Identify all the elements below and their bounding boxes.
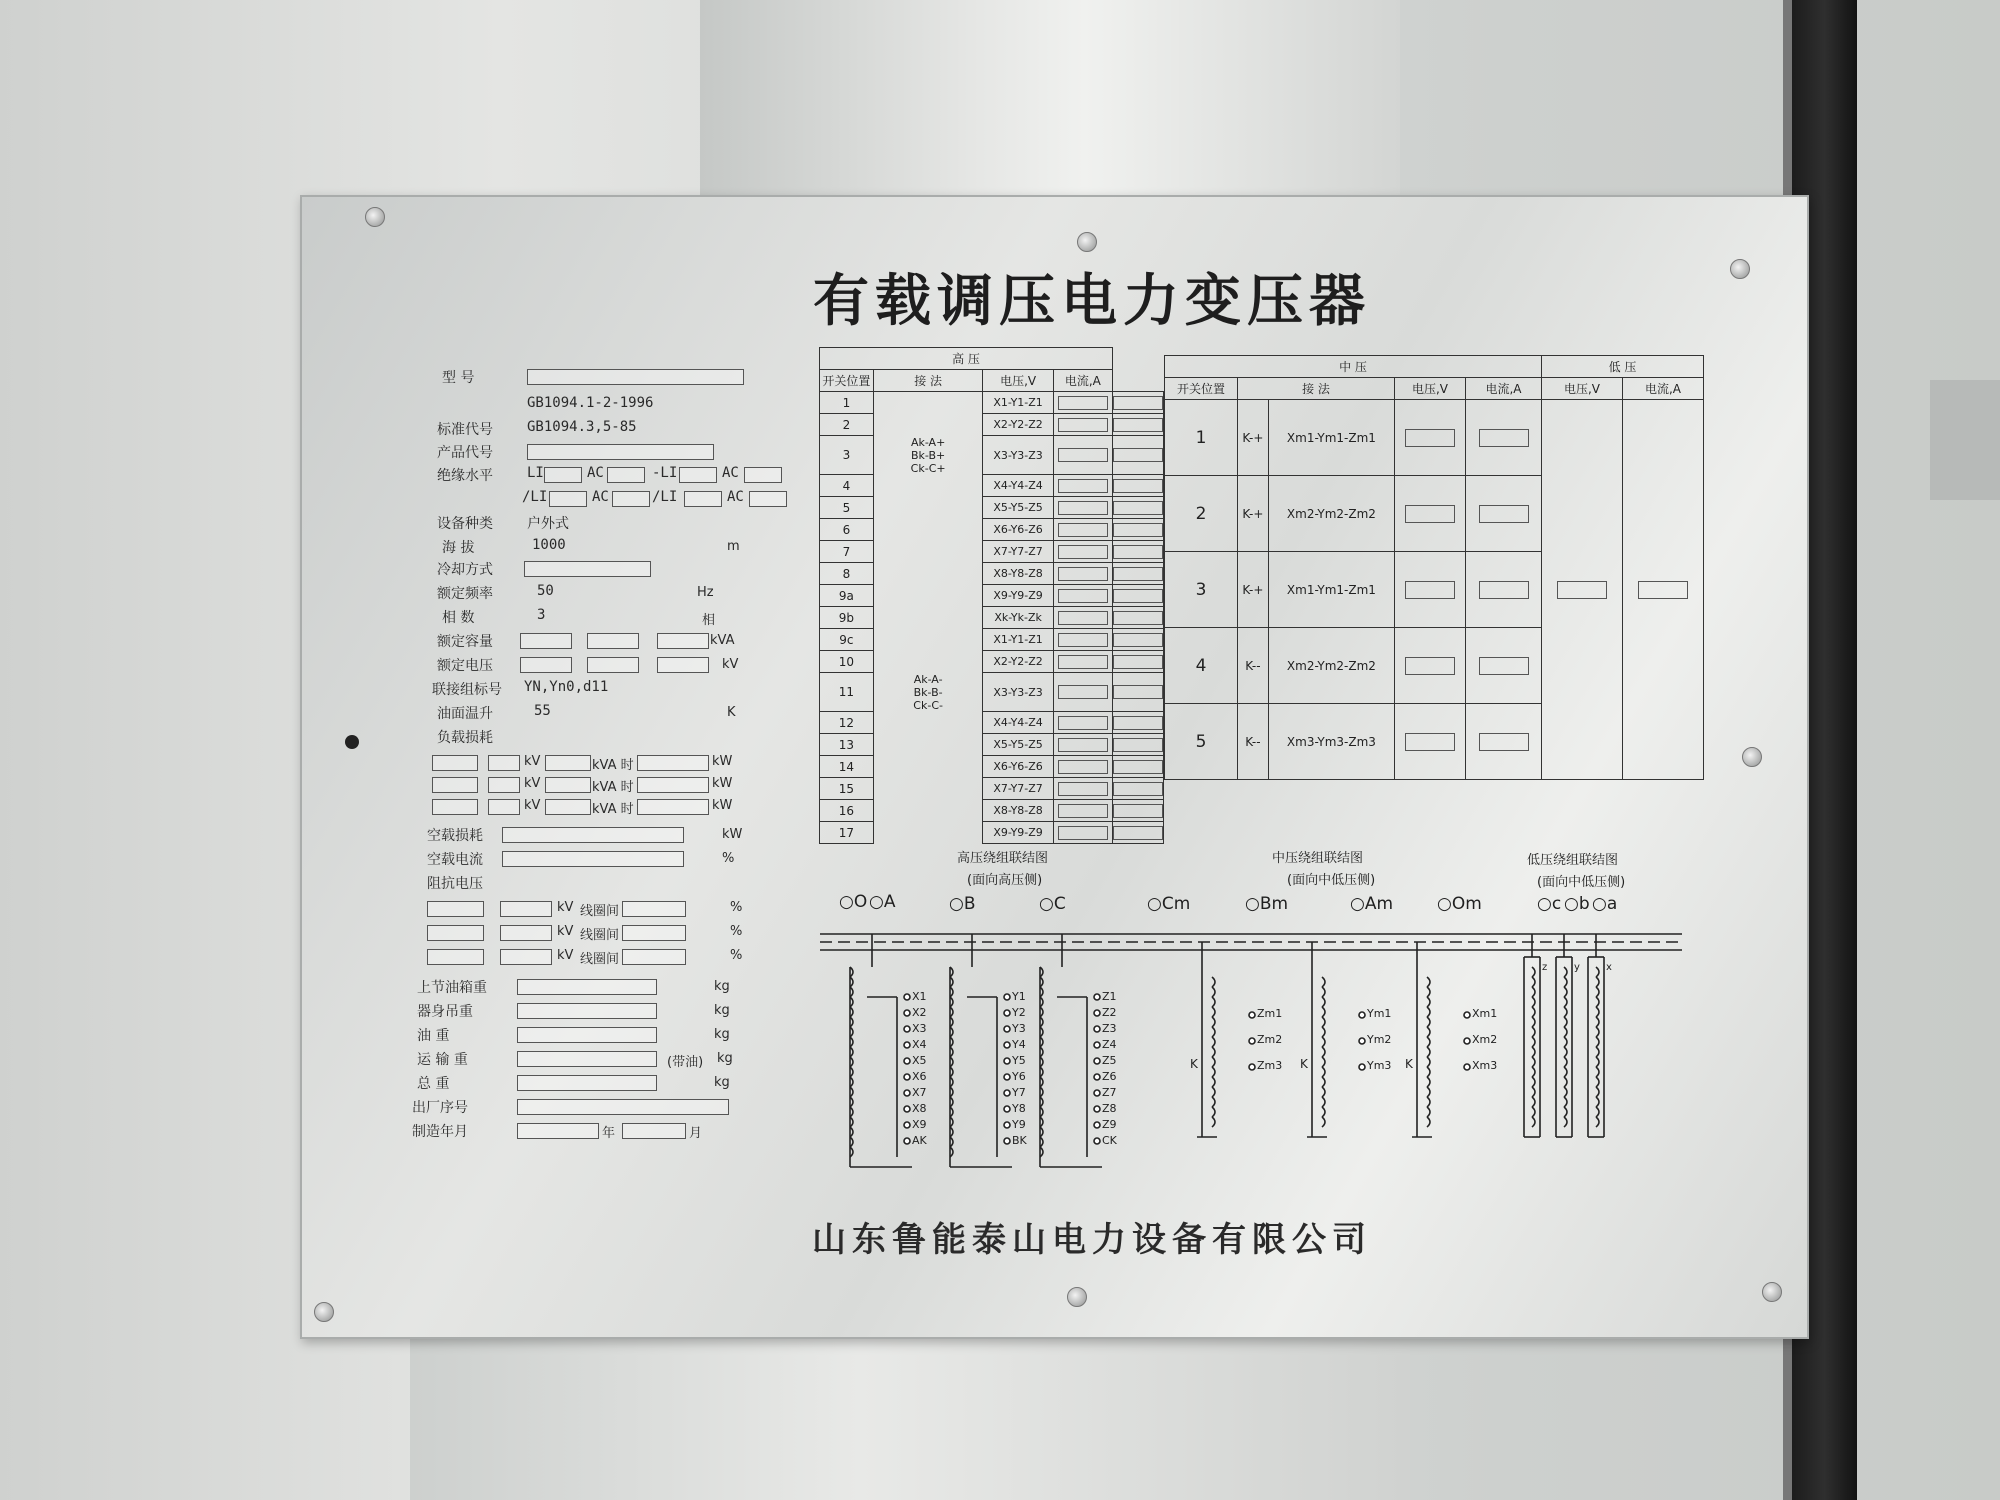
tap-label: Z8: [1102, 1102, 1117, 1115]
terminal-c: ○C: [1039, 894, 1066, 914]
mv-conn: Xm2-Ym2-Zm2: [1268, 476, 1394, 552]
terminal-cm: ○Cm: [1147, 894, 1191, 914]
tap-label: CK: [1102, 1134, 1117, 1147]
terminal-a: ○A: [869, 892, 896, 912]
hv-header: 高 压: [820, 348, 1113, 370]
tap-label: X6: [912, 1070, 927, 1083]
hv-position: 11: [820, 673, 874, 712]
hv-position: 2: [820, 414, 874, 436]
tap-label: Z6: [1102, 1070, 1117, 1083]
kg-unit: kg: [717, 1051, 733, 1066]
capacity-unit: kVA: [710, 633, 735, 648]
tap-label: K: [1190, 1057, 1198, 1071]
hv-position: 3: [820, 436, 874, 475]
tap-label: X1: [912, 990, 927, 1003]
transport-label: 运 输 重: [417, 1052, 468, 1068]
ins-li4: /LI: [652, 489, 678, 505]
altitude-unit: m: [727, 539, 740, 554]
noload-loss-label: 空载损耗: [427, 828, 483, 844]
tap-label: X2: [912, 1006, 927, 1019]
tap-label: Y1: [1012, 990, 1026, 1003]
tap-label: X3: [912, 1022, 927, 1035]
tap-label: Y9: [1012, 1118, 1026, 1131]
hv-tap: X6-Y6-Z6: [983, 519, 1053, 541]
total-label: 总 重: [417, 1076, 450, 1092]
hv-conn-cell: Ak-A+ Bk-B+ Ck-C+: [873, 436, 983, 475]
tap-label: Z3: [1102, 1022, 1117, 1035]
tap-label: z: [1542, 962, 1548, 973]
hv-position: 1: [820, 392, 874, 414]
hv-position: 17: [820, 822, 874, 844]
tap-label: Xm1: [1472, 1007, 1498, 1020]
hv-tap: X4-Y4-Z4: [983, 475, 1053, 497]
hv-tap: X8-Y8-Z8: [983, 800, 1053, 822]
tap-label: Ym2: [1367, 1033, 1392, 1046]
manufacturer-name: 山东鲁能泰山电力设备有限公司: [812, 1220, 1372, 1260]
terminal-om: ○Om: [1437, 894, 1482, 914]
hv-tap: X5-Y5-Z5: [983, 497, 1053, 519]
hv-tap: X7-Y7-Z7: [983, 541, 1053, 563]
tap-label: y: [1574, 962, 1580, 973]
standard-label: 标准代号: [437, 422, 493, 438]
tap-label: Ym3: [1367, 1059, 1392, 1072]
noload-current-label: 空载电流: [427, 852, 483, 868]
terminal-b: ○B: [949, 894, 976, 914]
hv-tap: X7-Y7-Z7: [983, 778, 1053, 800]
frequency-value: 50: [537, 583, 554, 599]
tap-label: x: [1606, 962, 1612, 973]
mv-position: 5: [1165, 704, 1238, 780]
mv-conn: Xm1-Ym1-Zm1: [1268, 400, 1394, 476]
hv-tap: Xk-Yk-Zk: [983, 607, 1053, 629]
tap-label: X8: [912, 1102, 927, 1115]
equipment-type-value: 户外式: [527, 516, 569, 532]
mv-conn: Xm2-Ym2-Zm2: [1268, 628, 1394, 704]
hv-position: 14: [820, 756, 874, 778]
mv-header: 中 压: [1165, 356, 1542, 378]
mv-position: 2: [1165, 476, 1238, 552]
hv-position: 9c: [820, 629, 874, 651]
hv-position: 6: [820, 519, 874, 541]
hv-position: 10: [820, 651, 874, 673]
hv-tap: X2-Y2-Z2: [983, 414, 1053, 436]
oil-weight-label: 油 重: [417, 1028, 450, 1044]
ins-ac4: AC: [727, 489, 744, 505]
frequency-unit: Hz: [697, 585, 714, 600]
hv-position: 16: [820, 800, 874, 822]
hv-position: 9a: [820, 585, 874, 607]
voltage-unit: kV: [722, 657, 739, 672]
lower-pipe: [410, 1320, 1410, 1500]
hv-position: 7: [820, 541, 874, 563]
mv-conn: Xm1-Ym1-Zm1: [1268, 552, 1394, 628]
terminal-b: ○b: [1564, 894, 1590, 914]
tap-label: Zm3: [1257, 1059, 1283, 1072]
terminal-bm: ○Bm: [1245, 894, 1289, 914]
date-label: 制造年月: [412, 1124, 468, 1140]
hv-position: 12: [820, 712, 874, 734]
tap-label: Z2: [1102, 1006, 1117, 1019]
tap-label: Z1: [1102, 990, 1117, 1003]
mv-k: K-+: [1238, 552, 1269, 628]
kg-unit: kg: [714, 1027, 730, 1042]
tap-label: BK: [1012, 1134, 1027, 1147]
impedance-label: 阻抗电压: [427, 876, 483, 892]
hv-conn-cell: Ak-A- Bk-B- Ck-C-: [873, 673, 983, 712]
tap-label: Y3: [1012, 1022, 1026, 1035]
tap-label: Z5: [1102, 1054, 1117, 1067]
terminal-c: ○c: [1537, 894, 1562, 914]
hv-position: 13: [820, 734, 874, 756]
lv-header: 低 压: [1542, 356, 1704, 378]
tap-label: Y5: [1012, 1054, 1026, 1067]
insulation-label: 绝缘水平: [437, 468, 493, 484]
hv-tap: X8-Y8-Z8: [983, 563, 1053, 585]
equipment-type-label: 设备种类: [437, 516, 493, 532]
year-unit: 年: [602, 1126, 616, 1141]
ins-li: LI: [527, 465, 544, 481]
hv-tap: X2-Y2-Z2: [983, 651, 1053, 673]
tap-label: Zm2: [1257, 1033, 1283, 1046]
product-code-label: 产品代号: [437, 445, 493, 461]
connection-value: YN,Yn0,d11: [524, 679, 609, 695]
plate-title: 有载调压电力变压器: [813, 269, 1371, 334]
hv-tap: X1-Y1-Z1: [983, 392, 1053, 414]
tap-label: X4: [912, 1038, 927, 1051]
phase-label: 相 数: [442, 610, 475, 626]
standard-code-1: GB1094.1-2-1996: [527, 395, 654, 411]
mv-k: K--: [1238, 628, 1269, 704]
ins-ac3: AC: [592, 489, 609, 505]
altitude-value: 1000: [532, 537, 566, 553]
hv-tap: X5-Y5-Z5: [983, 734, 1053, 756]
hv-position: 4: [820, 475, 874, 497]
tap-label: Z7: [1102, 1086, 1117, 1099]
tap-label: K: [1300, 1057, 1308, 1071]
ins-ac2: AC: [722, 465, 739, 481]
phase-unit: 相: [702, 613, 716, 628]
month-unit: 月: [689, 1126, 703, 1141]
noload-current-unit: %: [722, 851, 735, 866]
mv-position: 4: [1165, 628, 1238, 704]
tap-label: X5: [912, 1054, 927, 1067]
tap-label: Xm3: [1472, 1059, 1498, 1072]
tap-label: Y7: [1012, 1086, 1026, 1099]
frequency-label: 额定频率: [437, 586, 493, 602]
load-loss-label: 负载损耗: [437, 730, 493, 746]
oil-temp-unit: K: [727, 705, 736, 720]
kg-unit: kg: [714, 1075, 730, 1090]
hv-tap: X3-Y3-Z3: [983, 673, 1053, 712]
mv-k: K--: [1238, 704, 1269, 780]
hv-tap: X9-Y9-Z9: [983, 822, 1053, 844]
hv-tap: X3-Y3-Z3: [983, 436, 1053, 475]
tap-label: K: [1405, 1057, 1413, 1071]
hv-tap: X6-Y6-Z6: [983, 756, 1053, 778]
wall-bracket: [1930, 380, 2000, 500]
mv-diagram-title: 中压绕组联结图: [1272, 851, 1364, 866]
tap-label: Z4: [1102, 1038, 1117, 1051]
kg-unit: kg: [714, 1003, 730, 1018]
hv-diagram-sub: (面向高压侧): [967, 873, 1043, 888]
terminal-am: ○Am: [1350, 894, 1394, 914]
mv-lv-table: 中 压 低 压 开关位置 接 法 电压,V 电流,A 电压,V 电流,A 1 K-+ Xm1-Ym1-Zm1 2 K-+ Xm2-Ym2-Zm2 3 K-+ Xm1-Ym1-Zm1 4 K-- Xm2-Ym2-Zm2 5 K-- Xm3-Ym3-Zm3: [1164, 355, 1704, 780]
cooling-label: 冷却方式: [437, 562, 493, 578]
mv-k: K-+: [1238, 400, 1269, 476]
hv-tap: X1-Y1-Z1: [983, 629, 1053, 651]
hv-position: 9b: [820, 607, 874, 629]
mv-position: 1: [1165, 400, 1238, 476]
ins-ac: AC: [587, 465, 604, 481]
lv-diagram-sub: (面向中低压侧): [1537, 875, 1626, 890]
altitude-label: 海 拔: [442, 540, 475, 556]
terminal-a: ○a: [1592, 894, 1618, 914]
hv-tap: X4-Y4-Z4: [983, 712, 1053, 734]
tap-label: Zm1: [1257, 1007, 1283, 1020]
hv-diagram-title: 高压绕组联结图: [957, 851, 1049, 866]
tap-label: AK: [912, 1134, 927, 1147]
tap-label: X9: [912, 1118, 927, 1131]
tap-label: Xm2: [1472, 1033, 1498, 1046]
hv-tap: X9-Y9-Z9: [983, 585, 1053, 607]
voltage-label: 额定电压: [437, 658, 493, 674]
standard-code-2: GB1094.3,5-85: [527, 419, 637, 435]
hv-table: 高 压 开关位置 接 法 电压,V 电流,A 1 X1-Y1-Z1 2 X2-Y2-Z2 3 Ak-A+ Bk-B+ Ck-C+ X3-Y3-Z3 4 X4-Y4-Z4 5 X5-Y5-Z5 6 X6-Y6-Z6 7 X7-Y7-Z7 8 X8-Y8-Z8 9a X9-Y9-Z9 9b Xk-Yk-Zk 9c X1-Y1-Z1 10 X2-Y2-Z2 11 Ak-A- Bk-B- Ck-C- X3-Y3-Z3 12 X4-Y4-Z4 13 X5-Y5-Z5 14 X6-Y6-Z6 15 X7-Y7-Z7 16 X8-Y8-Z8 17 X9-Y9-Z9: [819, 347, 1164, 844]
hv-position: 5: [820, 497, 874, 519]
hv-position: 15: [820, 778, 874, 800]
with-oil: (带油): [667, 1055, 704, 1070]
lv-diagram-title: 低压绕组联结图: [1527, 853, 1619, 868]
tap-label: Ym1: [1367, 1007, 1392, 1020]
oil-temp-value: 55: [534, 703, 551, 719]
tap-label: Y8: [1012, 1102, 1026, 1115]
oil-temp-label: 油面温升: [437, 706, 493, 722]
tap-label: Y2: [1012, 1006, 1026, 1019]
tap-label: Y4: [1012, 1038, 1026, 1051]
model-label: 型 号: [442, 370, 475, 386]
serial-label: 出厂序号: [412, 1100, 468, 1116]
body-lift-label: 器身吊重: [417, 1004, 473, 1020]
tap-label: X7: [912, 1086, 927, 1099]
phase-value: 3: [537, 607, 546, 623]
mv-diagram-sub: (面向中低压侧): [1287, 873, 1376, 888]
noload-loss-unit: kW: [722, 827, 743, 842]
terminal-o: ○O: [839, 892, 868, 912]
ins-li2: -LI: [652, 465, 678, 481]
winding-diagrams: [302, 197, 1807, 1337]
mv-conn: Xm3-Ym3-Zm3: [1268, 704, 1394, 780]
capacity-label: 额定容量: [437, 634, 493, 650]
tap-label: Y6: [1012, 1070, 1026, 1083]
mv-position: 3: [1165, 552, 1238, 628]
upper-oil-label: 上节油箱重: [417, 980, 487, 996]
ins-li3: /LI: [522, 489, 548, 505]
hv-position: 8: [820, 563, 874, 585]
tap-label: Z9: [1102, 1118, 1117, 1131]
mv-k: K-+: [1238, 476, 1269, 552]
connection-label: 联接组标号: [432, 682, 502, 698]
nameplate: 有载调压电力变压器 型 号 GB1094.1-2-1996 标准代号 GB1094.3,5-85 产品代号 绝缘水平 LI AC -LI AC /LI AC /LI AC 设备种类 户外式 海 拔 1000 m 冷却方式 额定频率 50 Hz 相 数 3 相 额定容量 kVA 额定电压 kV 联接组标号 YN,Yn0,d11 油面温升 55 K 负载损耗 kV kVA 时 kW kV kVA 时 kW kV kVA 时 kW 空载损耗 kW 空载电流 % 阻抗电压 kV 线圈间 % kV 线圈间 % kV 线圈间 % 上节油箱重 kg 器身吊重 kg 油 重 kg 运 输 重 (带油) kg 总 重 kg 出厂序号 制造年月 年 月 高 压 开关位置 接 法 电压,V 电流,A 1 X1-Y1-Z1 2 X2-Y2-Z2 3 Ak-A+ Bk-B+ Ck-C+ X3-Y3-Z3 4 X4-Y4-Z4 5 X5-Y5-Z5 6 X6-Y6-Z6 7 X7-Y7-Z7 8 X8-Y8-Z8 9a X9-Y9-Z9 9b Xk-Yk-Zk 9c X1-Y1-Z1 10 X2-Y2-Z2 11 Ak-A- Bk-B- Ck-C- X3-Y3-Z3 12 X4-Y4-Z4 13 X5-Y5-Z5 14 X6-Y6-Z6 15 X7-Y7-Z7 16 X8-Y8-Z8 17 X9-Y9-Z9 中 压 低 压 开关位置 接 法 电压,V 电流,A 电压,V 电流,A 1 K-+ Xm1-Ym1-Zm1 2 K-+ Xm2-Ym2-Zm2 3 K-+ Xm1-Ym1-Zm1 4 K-- Xm2-Ym2-Zm2 5 K-- Xm3-Ym3-Zm3 高压绕组联结图 (面向高压侧) 中压绕组联结图 (面向中低压侧) 低压绕组联结图 (面向中低压侧) ○O ○A ○B ○C ○Cm ○Bm ○Am ○Om ○c ○b ○a X1 X2 X3 X4 X5 X6 X7 X8 X9 AK Y1 Y2 Y3 Y4 Y5 Y6 Y7 Y8 Y9 BK Z1 Z2 Z3 Z4 Z5 Z6 Z7 Z8 Z9 CK Zm1 Zm2 Zm3 K Ym1 Ym2 Ym3 K Xm1 Xm2 Xm3 K z y x 山东鲁能泰山电力设备有限公司: [300, 195, 1809, 1339]
kg-unit: kg: [714, 979, 730, 994]
